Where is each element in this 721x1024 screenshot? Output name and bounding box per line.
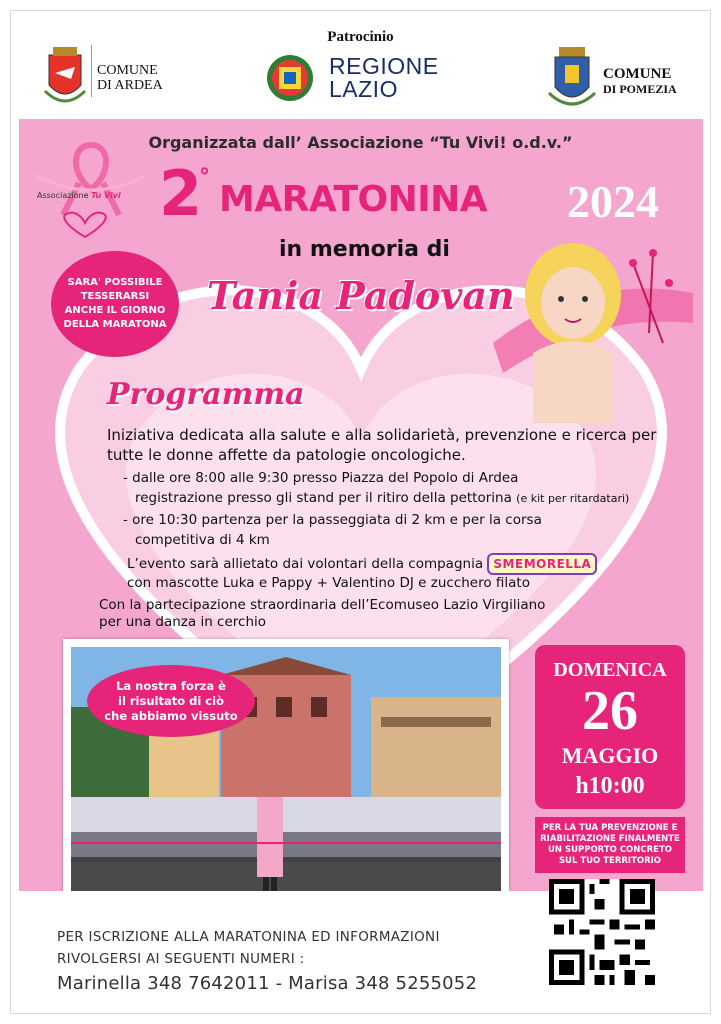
footer-line-2: RIVOLGERSI AI SEGUENTI NUMERI :	[57, 951, 305, 967]
organizer-line: Organizzata dall’ Associazione “Tu Vivi! o.d.v.”	[148, 133, 573, 152]
event-line-b: con mascotte Luka e Pappy + Valentino DJ e zucchero filato	[127, 575, 530, 591]
special-line-a: Con la partecipazione straordinaria dell’Ecomuseo Lazio Virgiliano	[99, 597, 546, 613]
registration-note-badge: SARA' POSSIBILE TESSERARSI ANCHE IL GIORNO DELLA MARATONA	[51, 251, 179, 357]
special-line-b: per una danza in cerchio	[99, 614, 267, 630]
photo-quote-bubble: La nostra forza è il risultato di ciò che abbiamo vissuto	[87, 665, 255, 737]
regione-lazio-logo-icon	[265, 53, 315, 103]
memorial-name: Tania Padovan	[207, 273, 515, 318]
patrocinio-label: Patrocinio	[327, 29, 394, 45]
association-logo: Associazione Tu Vivi	[37, 191, 121, 200]
event-line-a: L’evento sarà allietato dai volontari della compagnia SMEMORELLA	[127, 553, 597, 575]
date-box	[535, 645, 685, 809]
contact-phones: Marinella 348 7642011 - Marisa 348 5255052	[57, 973, 478, 994]
woman-illustration-icon	[473, 233, 703, 423]
event-title: MARATONINA	[219, 179, 488, 220]
date-month: MAGGIO	[561, 743, 659, 768]
pomezia-crest-icon	[547, 45, 597, 111]
heart-outline-icon	[55, 211, 115, 241]
program-item-2b: competitiva di 4 km	[135, 532, 270, 548]
program-item-1a: - dalle ore 8:00 alle 9:30 presso Piazza del Popolo di Ardea	[123, 470, 519, 486]
program-item-2a: - ore 10:30 partenza per la passeggiata di 2 km e per la corsa	[123, 512, 542, 528]
edition-number: 2	[159, 157, 203, 230]
poster	[10, 10, 711, 1014]
date-number: 26	[582, 680, 638, 742]
programma-heading: Programma	[107, 377, 305, 412]
program-item-1b: registrazione presso gli stand per il ritiro della pettorina (e kit per ritardatari)	[135, 490, 630, 506]
smemorella-logo: SMEMORELLA	[487, 553, 597, 575]
qr-code-icon[interactable]	[549, 879, 655, 985]
memoria-label: in memoria di	[279, 237, 450, 262]
edition-ordinal: °	[199, 165, 210, 190]
comune-ardea: COMUNE DI ARDEA	[97, 63, 163, 93]
event-year: 2024	[567, 176, 659, 227]
prevention-note: PER LA TUA PREVENZIONE E RIABILITAZIONE FINALMENTE UN SUPPORTO CONCRETO SUL TUO TERRITORIO	[535, 817, 685, 873]
ardea-crest-icon	[43, 45, 87, 109]
date-day: DOMENICA	[553, 659, 667, 681]
footer-line-1: PER ISCRIZIONE ALLA MARATONINA ED INFORMAZIONI	[57, 929, 440, 945]
date-time: h10:00	[575, 773, 645, 799]
comune-pomezia: COMUNE DI POMEZIA	[603, 66, 677, 96]
programma-intro: Iniziativa dedicata alla salute e alla solidarietà, prevenzione e ricerca per tutte le donne affette da patologie oncologiche.	[107, 426, 657, 464]
regione-lazio: REGIONE LAZIO	[329, 53, 439, 102]
